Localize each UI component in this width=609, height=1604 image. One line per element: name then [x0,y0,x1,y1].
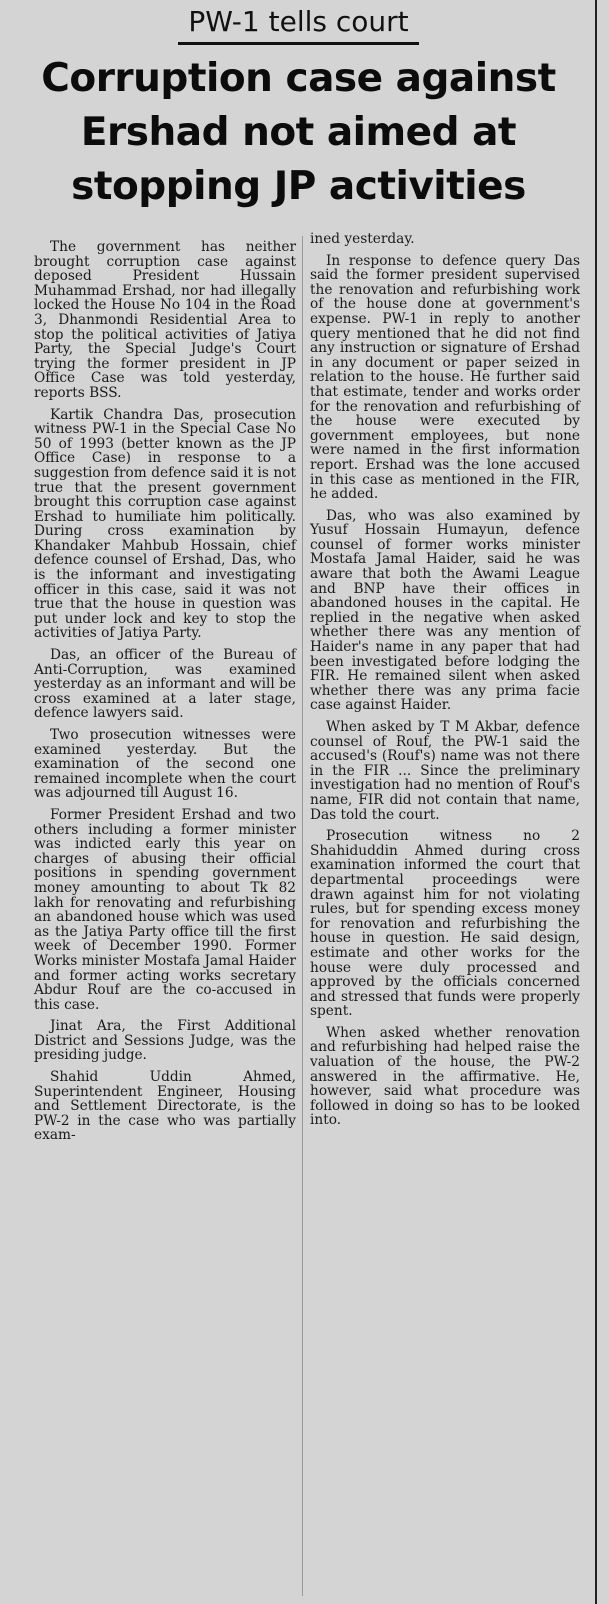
article-column-right [310,232,580,1135]
column-rule [595,0,597,1604]
paragraph: Jinat Ara, the First Additional District and Sessions Judge, was the presiding judge. [34,1018,296,1064]
kicker: PW-1 tells court [178,4,418,45]
paragraph: When asked whether renovation and refurbishing had helped raise the valuation of the house, the PW-2 answered in the affirmative. He, however, said what procedure was followed in doing so has to be looked into. [310,1024,580,1129]
paragraph: Former President Ershad and two others including a former minister was indicted early this year on charges of abusing their official positions in spending government money amounting to about Tk 82 lakh for renovating and refurbishing an abandoned house which was used as the Jatiya Party office till the first week of December 1990. Former Works minister Mostafa Jamal Haider and former acting works secretary Abdur Rouf are the co-accused in this case. [34,806,296,1013]
kicker-container [0,4,597,45]
article-column-left [34,240,296,1150]
paragraph-continuation: ined yesterday. [310,231,415,247]
paragraph: The government has neither brought corruption case against deposed President Hussain Muhammad Ershad, nor had illegally locked the House No 104 in the Road 3, Dhanmondi Residential Area to stop the political activities of Jatiya Party, the Special Judge's Court trying the former president in JP Office Case was told yesterday, reports BSS. [34,239,296,401]
paragraph: When asked by T M Akbar, defence counsel of Rouf, the PW-1 said the accused's (Rouf's) name was not there in the FIR ... Since the preliminary investigation had no mention of Rouf's name, FIR did not contain that name, Das told the court. [310,719,580,823]
paragraph: In response to defence query Das said the former president supervised the renovation and refurbishing work of the house done at government's expense. PW-1 in reply to another query mentioned that he did not find any instruction or signature of Ershad in any document or paper seized in relation to the house. He further said that estimate, tender and works order for the renovation and refurbishing of the house were executed by government employees, but none were named in the first information report. Ershad was the lone accused in this case as mentioned in the FIR, he added. [310,252,580,503]
paragraph: Prosecution witness no 2 Shahiduddin Ahmed during cross examination informed the court that departmental proceedings were drawn against him for not violating rules, but for spending excess money for renovation and refurbishing the house in question. He said design, estimate and other works for the house were duly processed and approved by the officials concerned and stressed that funds were properly spent. [310,828,580,1020]
paragraph: Two prosecution witnesses were examined yesterday. But the examination of the second one remained incomplete when the court was adjourned till August 16. [34,727,296,802]
paragraph: Das, an officer of the Bureau of Anti-Corruption, was examined yesterday as an informant and will be cross examined at a later stage, defence lawyers said. [34,647,296,722]
headline: Corruption case against Ershad not aimed at stopping JP activities [41,56,556,209]
column-gutter [302,236,303,1596]
paragraph: Das, who was also examined by Yusuf Hossain Humayun, defence counsel of former works minister Mostafa Jamal Haider, said he was aware that both the Awami League and BNP have their offices in abandoned houses in the capital. He replied in the negative when asked whether there was any mention of Haider's name in any paper that had been investigated before lodging the FIR. He remained silent when asked whether there was any prima facie case against Haider. [310,507,580,714]
paragraph: Shahid Uddin Ahmed, Superintendent Engineer, Housing and Settlement Directorate, is the PW-2 in the case who was partially exam- [34,1069,296,1144]
paragraph: Kartik Chandra Das, prosecution witness PW-1 in the Special Case No 50 of 1993 (better known as the JP Office Case) in response to a suggestion from defence said it is not true that the present government brought this corruption case against Ershad to humiliate him politically. During cross examination by Khandaker Mahbub Hossain, chief defence counsel of Ershad, Das, who is the informant and investigating officer in this case, said it was not true that the house in question was put under lock and key to stop the activities of Jatiya Party. [34,406,296,642]
